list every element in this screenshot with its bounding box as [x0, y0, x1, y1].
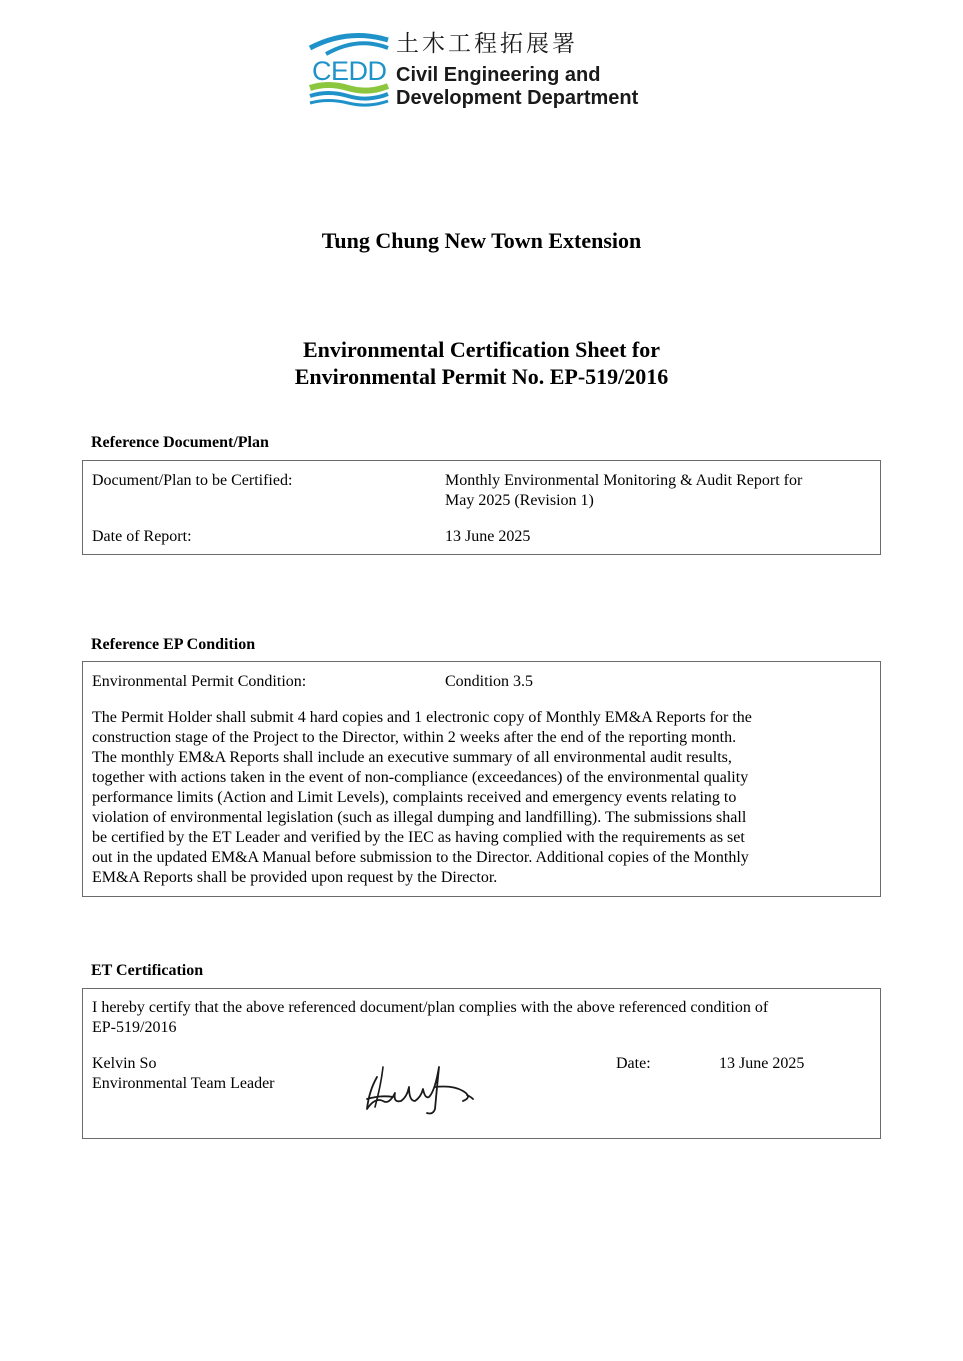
logo-abbreviation: CEDD [312, 56, 387, 86]
reference-document-box [82, 460, 881, 555]
ep-text-line: out in the updated EM&A Manual before submission to the Director. Additional copies of the Monthly [92, 849, 749, 866]
logo-english-name [396, 64, 638, 110]
ep-condition-value: Condition 3.5 [445, 673, 534, 690]
ep-text-line: violation of environmental legislation (such as illegal dumping and landfilling). The submissions shall [92, 809, 747, 826]
signatory-role: Environmental Team Leader [92, 1075, 275, 1092]
reference-ep-box [82, 661, 881, 897]
sheet-title-line-1: Environmental Certification Sheet for [302, 337, 661, 362]
date-of-report-value: 13 June 2025 [445, 528, 531, 545]
ep-text-line: together with actions taken in the event of non-compliance (exceedances) of the environmental quality [92, 769, 749, 786]
handwritten-signature [363, 1057, 483, 1122]
document-label: Document/Plan to be Certified: [92, 472, 293, 489]
ep-text-line: The Permit Holder shall submit 4 hard copies and 1 electronic copy of Monthly EM&A Reports for the [92, 709, 752, 726]
certification-date-label: Date: [616, 1055, 651, 1072]
ep-condition-label: Environmental Permit Condition: [92, 673, 307, 690]
sheet-title-line-2: Environmental Permit No. EP-519/2016 [294, 364, 669, 389]
ep-condition-text [92, 708, 874, 888]
logo-english-line-2: Development Department [396, 87, 639, 109]
reference-ep-heading: Reference EP Condition [91, 636, 256, 653]
certification-statement-line-1: I hereby certify that the above referenced document/plan complies with the above referenced condition of [92, 999, 769, 1016]
cedd-logo [308, 26, 658, 116]
document-value-line-2: May 2025 (Revision 1) [445, 492, 594, 509]
certification-date-value: 13 June 2025 [719, 1055, 805, 1072]
date-of-report-label: Date of Report: [92, 528, 192, 545]
ep-text-line: be certified by the ET Leader and verified by the IEC as having complied with the requirements as set [92, 829, 745, 846]
document-value-line-1: Monthly Environmental Monitoring & Audit Report for [445, 472, 803, 489]
project-title: Tung Chung New Town Extension [321, 228, 642, 253]
et-certification-heading: ET Certification [91, 962, 204, 979]
ep-text-line: construction stage of the Project to the Director, within 2 weeks after the end of the reporting month. [92, 729, 737, 746]
sheet-title [0, 336, 963, 390]
document-value [445, 471, 865, 511]
reference-document-heading: Reference Document/Plan [91, 434, 269, 451]
et-certification-box [82, 988, 881, 1139]
signatory [92, 1054, 275, 1094]
logo-chinese-name: 土木工程拓展署 [396, 31, 578, 57]
ep-text-line: The monthly EM&A Reports shall include an executive summary of all environmental audit results, [92, 749, 732, 766]
ep-text-line: EM&A Reports shall be provided upon request by the Director. [92, 869, 498, 886]
ep-text-line: performance limits (Action and Limit Levels), complaints received and emergency events relating to [92, 789, 737, 806]
logo-english-line-1: Civil Engineering and [396, 64, 601, 86]
certification-statement [92, 998, 874, 1038]
certification-statement-line-2: EP-519/2016 [92, 1019, 177, 1036]
signatory-name: Kelvin So [92, 1055, 157, 1072]
